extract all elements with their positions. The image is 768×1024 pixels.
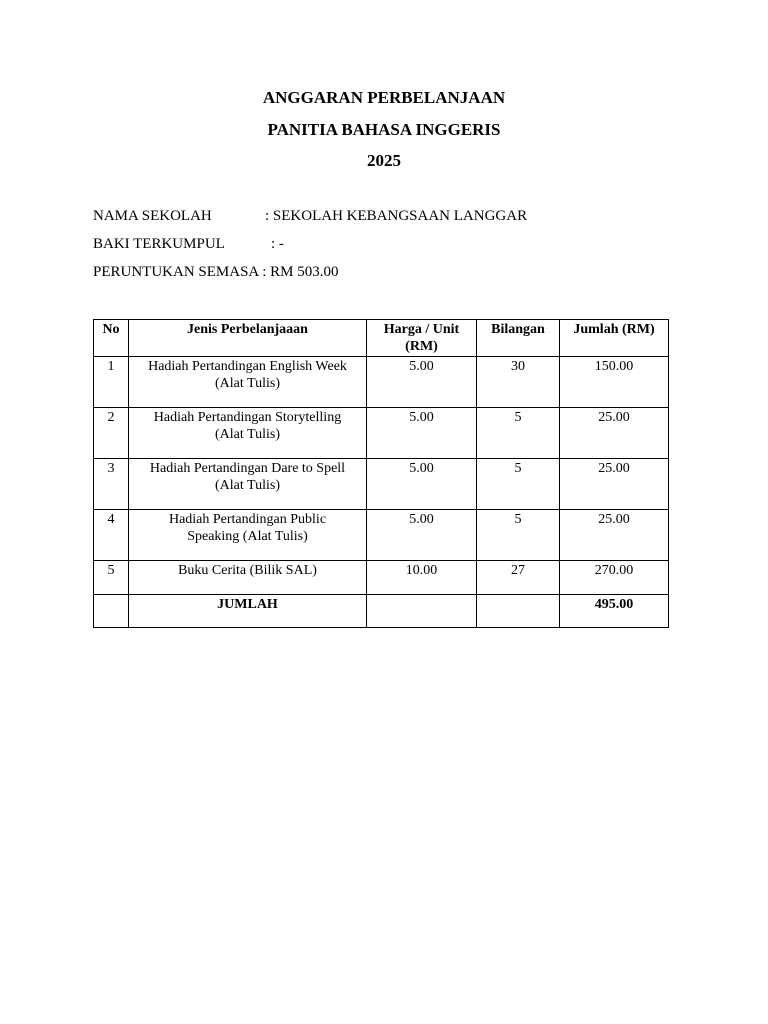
balance-info <box>93 235 284 253</box>
header-item: Jenis Perbelanjaaan <box>129 320 367 357</box>
row-total: 150.00 <box>560 357 669 408</box>
table-row <box>94 357 669 408</box>
year-title: 2025 <box>367 151 401 170</box>
header-no: No <box>94 320 129 357</box>
total-price-cell <box>367 595 477 628</box>
row-price: 10.00 <box>367 561 477 595</box>
row-total: 25.00 <box>560 510 669 561</box>
table-header-row <box>94 320 669 357</box>
row-qty: 5 <box>477 510 560 561</box>
row-no: 3 <box>94 459 129 510</box>
row-no: 2 <box>94 408 129 459</box>
row-item-line2: Speaking (Alat Tulis) <box>187 529 308 544</box>
header-qty: Bilangan <box>477 320 560 357</box>
total-row <box>94 595 669 628</box>
header-price: Harga / Unit (RM) <box>367 320 477 357</box>
row-item <box>129 510 367 561</box>
table-row <box>94 459 669 510</box>
table-row <box>94 510 669 561</box>
row-qty: 5 <box>477 408 560 459</box>
school-info <box>93 207 527 225</box>
row-qty: 30 <box>477 357 560 408</box>
allocation-info: PERUNTUKAN SEMASA : RM 503.00 <box>93 264 339 280</box>
school-value: : SEKOLAH KEBANGSAAN LANGGAR <box>265 208 528 224</box>
header-total: Jumlah (RM) <box>560 320 669 357</box>
row-item-line1: Buku Cerita (Bilik SAL) <box>178 563 317 578</box>
document-title: ANGGARAN PERBELANJAAN <box>262 88 506 107</box>
row-item <box>129 357 367 408</box>
row-price: 5.00 <box>367 459 477 510</box>
row-price: 5.00 <box>367 408 477 459</box>
row-no: 5 <box>94 561 129 595</box>
balance-value: : - <box>271 236 284 252</box>
row-item-line1: Hadiah Pertandingan Storytelling <box>153 410 342 425</box>
row-qty: 5 <box>477 459 560 510</box>
row-item-line2: (Alat Tulis) <box>215 427 280 442</box>
total-no-cell <box>94 595 129 628</box>
total-qty-cell <box>477 595 560 628</box>
row-item-line2: (Alat Tulis) <box>215 478 280 493</box>
row-item-line1: Hadiah Pertandingan English Week <box>148 359 347 374</box>
row-total: 270.00 <box>560 561 669 595</box>
row-price: 5.00 <box>367 357 477 408</box>
row-qty: 27 <box>477 561 560 595</box>
row-item <box>129 408 367 459</box>
row-price: 5.00 <box>367 510 477 561</box>
row-item-line2: (Alat Tulis) <box>215 376 280 391</box>
row-item <box>129 561 367 595</box>
school-label: NAMA SEKOLAH <box>93 208 212 224</box>
row-total: 25.00 <box>560 459 669 510</box>
balance-label: BAKI TERKUMPUL <box>93 236 225 252</box>
committee-title: PANITIA BAHASA INGGERIS <box>267 120 501 139</box>
row-item <box>129 459 367 510</box>
row-total: 25.00 <box>560 408 669 459</box>
budget-table <box>93 319 669 628</box>
row-no: 4 <box>94 510 129 561</box>
table-row <box>94 408 669 459</box>
table-row <box>94 561 669 595</box>
total-label: JUMLAH <box>129 595 367 628</box>
row-item-line1: Hadiah Pertandingan Dare to Spell <box>149 461 346 476</box>
row-no: 1 <box>94 357 129 408</box>
row-item-line1: Hadiah Pertandingan Public <box>168 512 327 527</box>
total-value: 495.00 <box>560 595 669 628</box>
